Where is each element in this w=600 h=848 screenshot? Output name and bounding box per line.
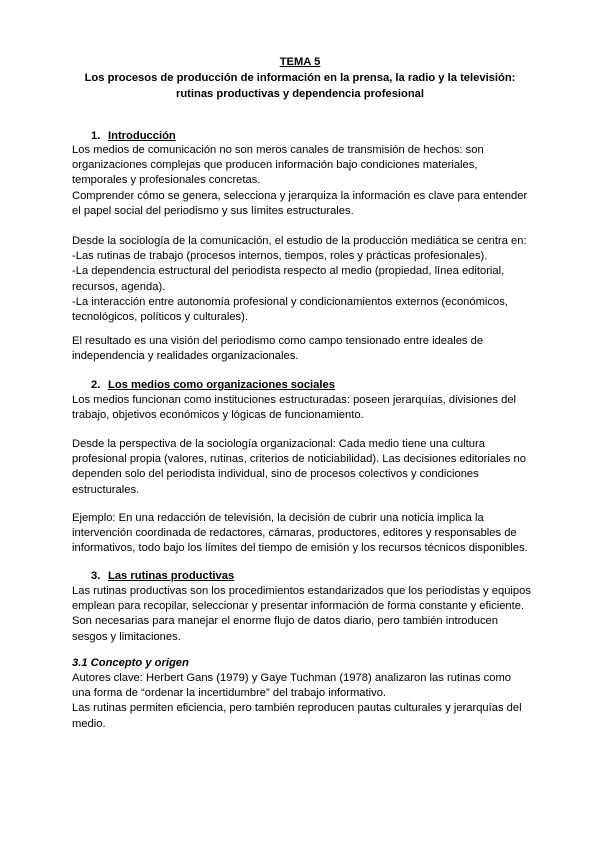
- text-line: organizaciones complejas que producen información bajo condiciones materiales,: [72, 159, 478, 172]
- text-line: Son necesarias para manejar el enorme flujo de datos diario, pero también introducen: [72, 615, 498, 628]
- paragraph: [72, 334, 532, 364]
- paragraph: [72, 584, 532, 645]
- section-number: 3.: [91, 570, 101, 582]
- document-title-line: Los procesos de producción de información en la prensa, la radio y la televisión:: [84, 72, 516, 84]
- section-heading-medios: [91, 378, 335, 393]
- text-line: Las rutinas permiten eficiencia, pero también reproducen pautas culturales y jerarquías del: [72, 702, 522, 715]
- text-line: profesional propia (valores, rutinas, criterios de noticiabilidad). Las decisiones editoriales no: [72, 453, 526, 466]
- text-line: trabajo, objetivos económicos y lógicas de funcionamiento.: [72, 409, 364, 422]
- section-number: 2.: [91, 379, 101, 391]
- text-line: estructurales.: [72, 483, 140, 496]
- text-line: independencia y realidades organizacionales.: [72, 350, 299, 363]
- paragraph: [72, 234, 532, 325]
- paragraph: [72, 143, 532, 219]
- document-tema-label: TEMA 5: [279, 56, 321, 68]
- text-line: -La interacción entre autonomía profesional y condicionamientos externos (económicos,: [72, 295, 508, 308]
- text-line: Ejemplo: En una redacción de televisión, la decisión de cubrir una noticia implica la: [72, 512, 484, 524]
- text-line: dependen solo del periodista individual, sino de procesos colectivos y condiciones: [72, 468, 479, 481]
- document-title: [72, 70, 528, 102]
- text-line: tecnológicos, políticos y culturales).: [72, 311, 248, 324]
- section-title: Las rutinas productivas: [108, 570, 235, 582]
- section-title: Los medios como organizaciones sociales: [108, 379, 335, 391]
- text-line: -Las rutinas de trabajo (procesos internos, tiempos, roles y prácticas profesionales).: [72, 250, 488, 263]
- paragraph: [72, 511, 532, 557]
- text-line: temporales y profesionales concretas.: [72, 174, 261, 187]
- text-line: Comprender cómo se genera, selecciona y jerarquiza la información es clave para entender: [72, 189, 528, 202]
- section-heading-introduccion: [91, 129, 176, 144]
- section-number: 1.: [91, 130, 101, 142]
- text-line: emplean para recopilar, seleccionar y presentar información de forma constante y eficiente.: [72, 600, 525, 613]
- text-line: informativos, todo bajo los límites del tiempo de emisión y los recursos técnicos disponibles.: [72, 542, 528, 555]
- text-line: sesgos y limitaciones.: [72, 630, 181, 643]
- text-line: El resultado es una visión del periodismo como campo tensionado entre ideales de: [72, 335, 484, 347]
- text-line: el papel social del periodismo y sus límites estructurales.: [72, 204, 354, 217]
- document-title-line: rutinas productivas y dependencia profesional: [175, 88, 425, 100]
- text-line: una forma de “ordenar la incertidumbre” del trabajo informativo.: [72, 687, 387, 700]
- text-line: recursos, agenda).: [72, 280, 166, 293]
- text-line: Desde la perspectiva de la sociología organizacional: Cada medio tiene una cultura: [72, 438, 485, 450]
- text-line: Las rutinas productivas son los procedimientos estandarizados que los periodistas y equipos: [72, 585, 531, 597]
- text-line: -La dependencia estructural del periodista respecto al medio (propiedad, línea editorial,: [72, 265, 505, 278]
- paragraph: [72, 671, 532, 732]
- paragraph: [72, 437, 532, 498]
- section-title: Introducción: [108, 130, 176, 142]
- text-line: medio.: [72, 717, 106, 730]
- text-line: Los medios de comunicación no son meros canales de transmisión de hechos: son: [72, 144, 484, 156]
- paragraph: [72, 393, 532, 423]
- text-line: intervención coordinada de redactores, cámaras, productores, editores y responsables de: [72, 527, 517, 540]
- text-line: Autores clave: Herbert Gans (1979) y Gaye Tuchman (1978) analizaron las rutinas como: [72, 672, 512, 684]
- subsection-heading: 3.1 Concepto y origen: [72, 657, 189, 669]
- section-heading-rutinas: [91, 569, 234, 584]
- text-line: Los medios funcionan como instituciones estructuradas: poseen jerarquías, divisiones del: [72, 394, 517, 406]
- text-line: Desde la sociología de la comunicación, el estudio de la producción mediática se centra en:: [72, 235, 527, 247]
